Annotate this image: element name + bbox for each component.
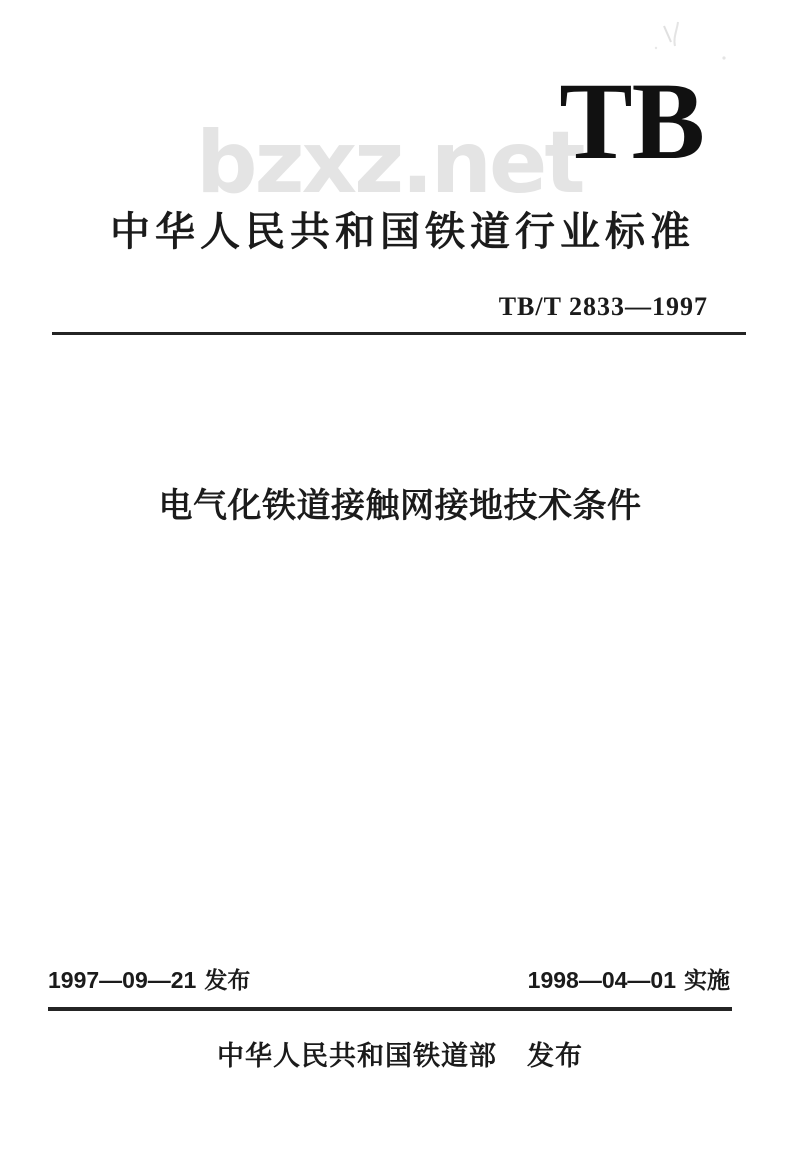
publisher-line <box>0 1034 800 1073</box>
tb-standard-logo: TB <box>559 60 704 182</box>
standard-number: TB/T 2833—1997 <box>498 292 708 321</box>
dates-row <box>48 962 730 995</box>
implement-date-line <box>528 962 730 995</box>
watermark-text: bzxz.net <box>196 113 583 213</box>
implement-date-value: 1998—04—01 <box>527 967 676 993</box>
implement-date-label: 实施 <box>684 967 730 993</box>
header-divider-rule <box>52 332 746 335</box>
document-title: 电气化铁道接触网接地技术条件 <box>158 487 642 525</box>
standard-category-heading: 中华人民共和国铁道行业标准 <box>110 210 695 254</box>
issue-date-label: 发布 <box>204 967 251 993</box>
issue-date-line <box>48 962 250 995</box>
publisher-action-label: 发布 <box>527 1041 583 1071</box>
footer-divider-rule <box>48 1007 732 1011</box>
issue-date-value: 1997—09—21 <box>48 967 197 993</box>
publisher-name: 中华人民共和国铁道部 <box>217 1041 497 1071</box>
